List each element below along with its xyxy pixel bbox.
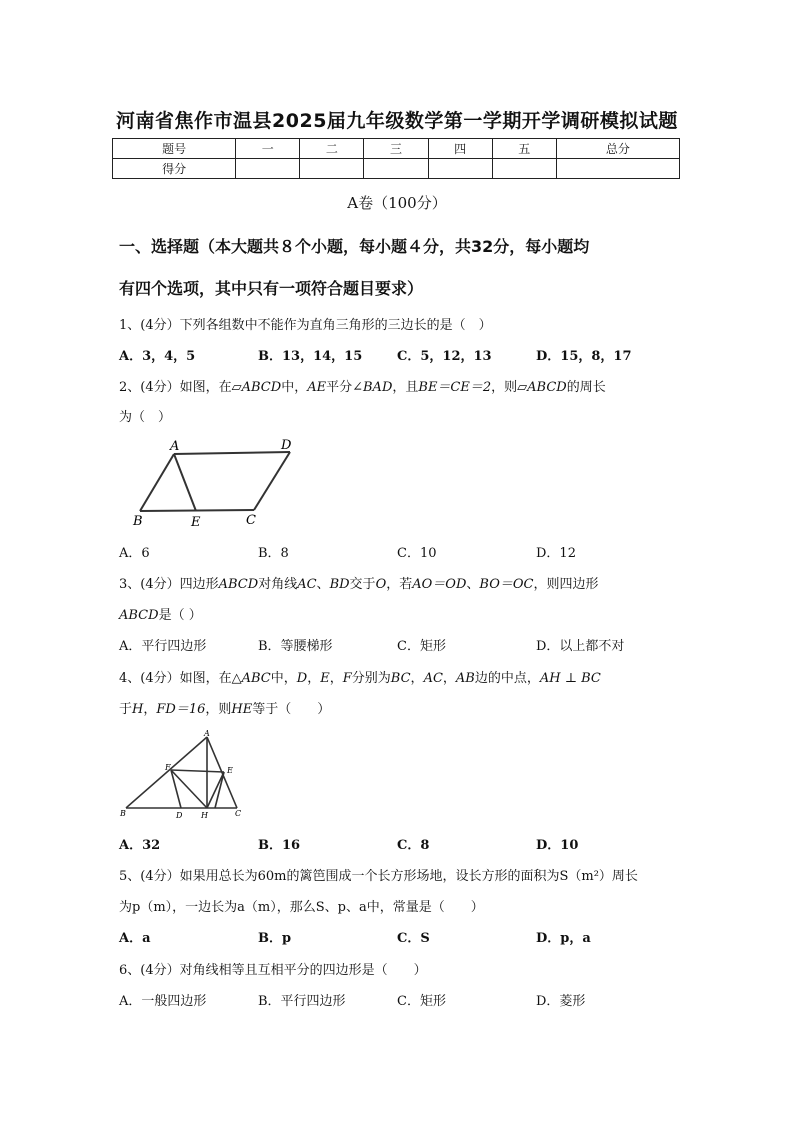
section-a-heading: A卷（100分） (347, 194, 447, 212)
q6-option-b: B．平行四边形 (258, 994, 346, 1009)
q3-math: ABCD (218, 577, 259, 592)
figure-label-a: A (204, 729, 210, 738)
q4-text: ，则 (205, 702, 232, 717)
figure-segment-ae (174, 454, 196, 511)
q4-math: △ABC (231, 671, 271, 686)
q3-option-c: C．矩形 (397, 639, 446, 654)
q6-option-d: D．菱形 (536, 994, 586, 1009)
q3-math: AO＝OD (412, 577, 467, 592)
figure-label-a: A (170, 439, 180, 454)
q6-option-c: C．矩形 (397, 994, 446, 1009)
q3-option-d: D．以上都不对 (536, 639, 625, 654)
q4-math: AB (455, 671, 475, 686)
q3-math: O (375, 577, 387, 592)
score-header-cell: 四 (428, 139, 492, 159)
question-4-line2 (119, 698, 330, 717)
score-cell (364, 159, 428, 179)
q3-option-b: B．等腰梯形 (258, 639, 333, 654)
q1-option-b: B．13，14，15 (258, 349, 363, 364)
score-cell (492, 159, 556, 179)
q4-math: AC (423, 671, 443, 686)
q4-text: ， (143, 702, 157, 717)
score-row-label: 得分 (113, 159, 236, 179)
q4-math: D (296, 671, 308, 686)
q4-math: F (342, 671, 352, 686)
q3-text: 、 (466, 577, 480, 592)
q3-math: ABCD (119, 608, 159, 623)
question-2-line1 (119, 376, 606, 395)
score-table-header-row (113, 139, 680, 159)
q4-math: H (132, 702, 144, 717)
score-cell (556, 159, 679, 179)
question-3-line2 (119, 604, 202, 623)
q5-option-b: B．p (258, 931, 292, 946)
q4-option-c: C．8 (397, 838, 430, 853)
q3-text: 3、(4分）四边形 (119, 577, 219, 592)
figure-edge-ab (126, 737, 207, 808)
q2-math: ▱ABCD (517, 380, 567, 395)
q4-math: HE (231, 702, 253, 717)
score-header-cell: 三 (364, 139, 428, 159)
q4-math: BC (390, 671, 411, 686)
q4-text: ， (442, 671, 456, 686)
question-4-line1 (119, 667, 601, 686)
score-header-cell: 总分 (556, 139, 679, 159)
q4-math: E (320, 671, 330, 686)
q4-math: FD＝16 (156, 702, 206, 717)
q3-text: ，若 (386, 577, 413, 592)
q3-math: AC (297, 577, 317, 592)
figure-segment-he (207, 772, 224, 808)
q2-text: 的周长 (566, 380, 606, 395)
q2-math: ∠BAD (352, 380, 393, 395)
q1-option-d: D．15，8，17 (536, 349, 632, 364)
figure-label-e: E (227, 766, 233, 775)
q2-option-b: B．8 (258, 546, 289, 561)
figure-edge-bc (140, 510, 254, 511)
figure-label-f: F (165, 763, 171, 772)
q6-option-a: A．一般四边形 (119, 994, 207, 1009)
q4-text: 边的中点， (474, 671, 540, 686)
q4-math: AH ⊥ BC (539, 671, 601, 686)
question-1-text: 1、(4分）下列各组数中不能作为直角三角形的三边长的是（ ） (119, 318, 492, 333)
q3-math: BD (329, 577, 350, 592)
q4-triangle-figure (118, 728, 252, 822)
figure-label-d: D (176, 811, 183, 820)
score-table (112, 138, 680, 179)
question-3-line1 (119, 573, 598, 592)
q4-text: ， (410, 671, 424, 686)
figure-edge-ad (174, 452, 290, 454)
figure-edge-dc (254, 452, 290, 510)
q4-option-a: A．32 (119, 838, 161, 853)
question-5-line1: 5、(4分）如果用总长为60m的篱笆围成一个长方形场地，设长方形的面积为S（m²）周长 (119, 869, 638, 884)
score-cell (300, 159, 364, 179)
figure-label-b: B (133, 514, 143, 529)
q5-option-d: D．p，a (536, 931, 591, 946)
q2-math: AE (307, 380, 327, 395)
q2-option-c: C．10 (397, 546, 437, 561)
figure-label-e: E (191, 515, 201, 530)
q1-option-c: C．5，12，13 (397, 349, 492, 364)
q3-text: ，则四边形 (533, 577, 599, 592)
q5-option-c: C．S (397, 931, 430, 946)
figure-label-c: C (246, 513, 256, 528)
q4-text: 等于（ ） (252, 702, 331, 717)
q5-option-a: A．a (119, 931, 151, 946)
q3-text: 对角线 (258, 577, 298, 592)
score-header-cell: 五 (492, 139, 556, 159)
q2-option-a: A．6 (119, 546, 150, 561)
q2-text: ，且 (392, 380, 419, 395)
q2-text: ，则 (491, 380, 518, 395)
q3-text: 交于 (349, 577, 376, 592)
score-header-cell: 一 (236, 139, 300, 159)
score-cell (428, 159, 492, 179)
q4-text: 分别为 (351, 671, 391, 686)
q4-text: ， (329, 671, 343, 686)
figure-label-c: C (235, 809, 242, 818)
figure-label-b: B (120, 809, 126, 818)
score-header-cell: 二 (300, 139, 364, 159)
q2-text: 2、(4分）如图，在 (119, 380, 232, 395)
section-1-heading-line2: 有四个选项，其中只有一项符合题目要求） (119, 279, 424, 298)
figure-edge-ab (140, 454, 174, 511)
q4-text: 中， (270, 671, 297, 686)
section-1-heading-line1: 一、选择题（本大题共８个小题，每小题４分，共32分，每小题均 (119, 237, 590, 256)
q4-text: 于 (119, 702, 133, 717)
figure-label-d: D (281, 438, 292, 453)
q4-text: 4、(4分）如图，在 (119, 671, 232, 686)
q3-text: 、 (316, 577, 330, 592)
question-5-line2: 为p（m），一边长为a（m），那么S、p、a中，常量是（ ） (119, 900, 484, 915)
q2-math: ▱ABCD (231, 380, 282, 395)
q3-option-a: A．平行四边形 (119, 639, 207, 654)
q3-math: BO＝OC (479, 577, 534, 592)
q3-text: 是（ ） (158, 608, 202, 623)
q2-math: BE＝CE＝2 (418, 380, 492, 395)
q2-text: 平分 (326, 380, 353, 395)
q2-text: 中， (281, 380, 308, 395)
score-table-score-row (113, 159, 680, 179)
q4-option-d: D．10 (536, 838, 579, 853)
question-2-line2: 为（ ） (119, 410, 172, 425)
figure-midline-fe (171, 770, 224, 772)
q1-option-a: A．3，4，5 (119, 349, 196, 364)
q2-parallelogram-figure (126, 436, 306, 530)
q4-option-b: B．16 (258, 838, 301, 853)
score-header-cell: 题号 (113, 139, 236, 159)
q2-option-d: D．12 (536, 546, 576, 561)
q4-text: ， (307, 671, 321, 686)
score-cell (236, 159, 300, 179)
exam-title: 河南省焦作市温县2025届九年级数学第一学期开学调研模拟试题 (116, 110, 678, 132)
question-6-text: 6、(4分）对角线相等且互相平分的四边形是（ ） (119, 963, 427, 978)
figure-label-h: H (201, 811, 208, 820)
